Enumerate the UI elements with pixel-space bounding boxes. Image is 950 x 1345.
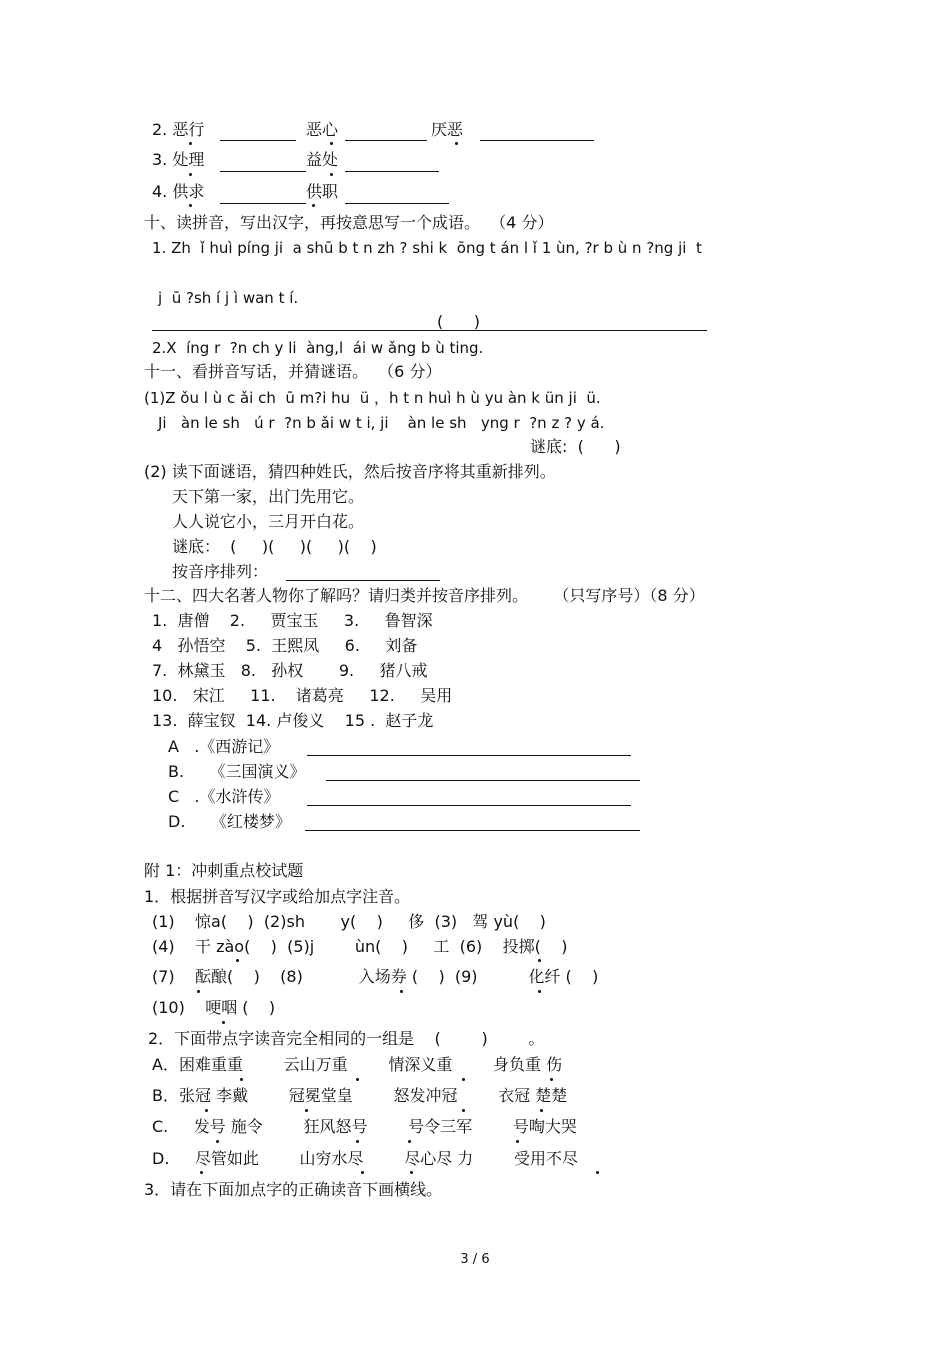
line: (2) 读下面谜语，猜四种姓氏，然后按音序将其重新排列。 bbox=[144, 462, 556, 481]
line: 2.X íng r ?n ch y li àng,l ái w ǎng b ù ting. bbox=[152, 339, 484, 357]
emphasis-dot bbox=[189, 204, 192, 207]
line: A．困难重重 云山万重 情深义重 身负重 伤 bbox=[152, 1055, 563, 1074]
blank-line bbox=[307, 755, 631, 756]
line: 4 孙悟空 5. 王熙凤 6. 刘备 bbox=[152, 636, 418, 655]
line: C. 发号 施令 狂风怒号 号令三军 号啕大哭 bbox=[152, 1117, 577, 1136]
blank-line bbox=[220, 171, 306, 172]
blank-line bbox=[220, 203, 306, 204]
emphasis-dot bbox=[462, 1109, 465, 1112]
emphasis-dot bbox=[216, 1140, 219, 1143]
emphasis-dot bbox=[305, 1109, 308, 1112]
line: 益处 bbox=[306, 150, 339, 169]
line: 2．下面带点字读音完全相同的一组是 ( ) 。 bbox=[148, 1029, 545, 1048]
blank-line bbox=[307, 805, 631, 806]
blank-line bbox=[345, 140, 427, 141]
line: 按音序排列： bbox=[172, 562, 269, 581]
line: 谜底: ( ) bbox=[530, 437, 621, 456]
line: 供职 bbox=[306, 182, 339, 201]
line: j ū ?sh í j ì wan t í. bbox=[158, 289, 299, 307]
line: 1. Zh ǐ huì píng ji a shū b t n zh ? shi k ōng t án l ǐ 1 ùn, ?r b ù n ?ng ji t bbox=[152, 239, 702, 257]
blank-line bbox=[220, 140, 296, 141]
line: 附 1：冲刺重点校试题 bbox=[144, 861, 304, 880]
emphasis-dot bbox=[550, 1078, 553, 1081]
line: 3．请在下面加点字的正确读音下画横线。 bbox=[144, 1180, 443, 1199]
line: C .《水浒传》 bbox=[168, 787, 280, 806]
emphasis-dot bbox=[189, 142, 192, 145]
line: Ji àn le sh ú r ?n b ǎi w t i, ji àn le sh yng r ?n z ? y á. bbox=[158, 414, 605, 432]
emphasis-dot bbox=[538, 959, 541, 962]
emphasis-dot bbox=[330, 173, 333, 176]
blank-line bbox=[480, 140, 594, 141]
emphasis-dot bbox=[236, 959, 239, 962]
line: 谜底： ( )( )( )( ) bbox=[172, 537, 377, 556]
line: 十、读拼音，写出汉字，再按意思写一个成语。 （4 分） bbox=[144, 213, 554, 232]
blank-line bbox=[345, 171, 439, 172]
emphasis-dot bbox=[410, 1171, 413, 1174]
line: (10) 哽咽 ( ) bbox=[152, 998, 276, 1017]
emphasis-dot bbox=[356, 1140, 359, 1143]
line: 2. 恶行 bbox=[152, 120, 205, 139]
line: ( ) bbox=[437, 312, 480, 331]
line: 13. 薛宝钗 14. 卢俊义 15 . 赵子龙 bbox=[152, 711, 434, 730]
emphasis-dot bbox=[330, 142, 333, 145]
emphasis-dot bbox=[205, 1109, 208, 1112]
blank-line bbox=[286, 580, 440, 581]
line: B. 《三国演义》 bbox=[168, 762, 306, 781]
line: B．张冠 李戴 冠冕堂皇 怒发冲冠 衣冠 楚楚 bbox=[152, 1086, 568, 1105]
line: 十二、四大名著人物你了解吗？请归类并按音序排列。 （只写序号）（8 分） bbox=[144, 586, 705, 605]
emphasis-dot bbox=[538, 990, 541, 993]
line: 恶心 bbox=[306, 120, 339, 139]
line: 十一、看拼音写话，并猜谜语。 （6 分） bbox=[144, 362, 442, 381]
emphasis-dot bbox=[312, 204, 315, 207]
emphasis-dot bbox=[240, 1078, 243, 1081]
blank-line bbox=[345, 203, 449, 204]
emphasis-dot bbox=[361, 1171, 364, 1174]
emphasis-dot bbox=[189, 173, 192, 176]
emphasis-dot bbox=[400, 990, 403, 993]
line: 天下第一家，出门先用它。 bbox=[172, 487, 365, 506]
emphasis-dot bbox=[516, 1140, 519, 1143]
emphasis-dot bbox=[462, 1078, 465, 1081]
line: D. 《红楼梦》 bbox=[168, 812, 291, 831]
line: (1) 惊a( ) (2)sh y( ) 侈 (3) 驾 yù( ) bbox=[152, 912, 546, 931]
line: (7) 酝酿( ) (8) 入场券 ( ) (9) 化纤 ( ) bbox=[152, 967, 599, 986]
emphasis-dot bbox=[200, 1171, 203, 1174]
line: (1)Z ǒu l ù c ǎi ch ū m?i hu ü ，h t n huì h ù yu àn k ün ji ü. bbox=[144, 389, 601, 407]
blank-line bbox=[305, 830, 640, 831]
emphasis-dot bbox=[356, 1078, 359, 1081]
emphasis-dot bbox=[455, 142, 458, 145]
blank-line bbox=[326, 780, 640, 781]
emphasis-dot bbox=[540, 1109, 543, 1112]
line: 7. 林黛玉 8. 孙权 9. 猪八戒 bbox=[152, 661, 428, 680]
emphasis-dot bbox=[222, 1021, 225, 1024]
line: 厌恶 bbox=[431, 120, 464, 139]
line: 10. 宋江 11. 诸葛亮 12. 吴用 bbox=[152, 686, 453, 705]
line: D. 尽管如此 山穷水尽 尽心尽 力 受用不尽 bbox=[152, 1149, 578, 1168]
line: 3. 处理 bbox=[152, 150, 205, 169]
page-number: 3 / 6 bbox=[460, 1252, 490, 1267]
emphasis-dot bbox=[596, 1171, 599, 1174]
line: A .《西游记》 bbox=[168, 737, 280, 756]
emphasis-dot bbox=[197, 990, 200, 993]
emphasis-dot bbox=[408, 1140, 411, 1143]
line: 人人说它小，三月开白花。 bbox=[172, 512, 365, 531]
line: 1. 唐僧 2. 贾宝玉 3. 鲁智深 bbox=[152, 611, 433, 630]
line: (4) 干 zào( ) (5)j ùn( ) 工 (6) 投掷( ) bbox=[152, 937, 568, 956]
line: 4. 供求 bbox=[152, 182, 205, 201]
blank-line bbox=[152, 330, 707, 331]
line: 1．根据拼音写汉字或给加点字注音。 bbox=[144, 887, 411, 906]
